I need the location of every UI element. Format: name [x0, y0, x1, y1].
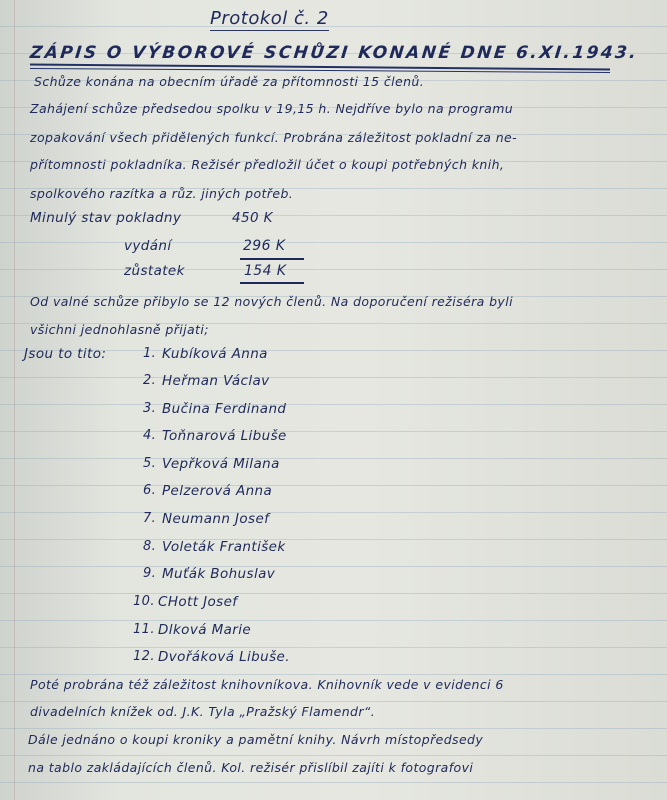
member-number: 5.	[143, 456, 157, 471]
closing-line: Poté probrána též záležitost knihovníkova. Knihovník vede v evidenci 6	[30, 677, 504, 692]
finance-label: vydání	[124, 238, 172, 254]
member-name: Bučina Ferdinand	[162, 401, 287, 417]
finance-label: zůstatek	[124, 263, 185, 279]
closing-line: Dále jednáno o koupi kroniky a pamětní knihy. Návrh místopředsedy	[28, 732, 484, 747]
new-members-line: všichni jednohlasně přijati;	[30, 322, 209, 337]
member-number: 6.	[143, 483, 157, 498]
amount-underline	[240, 282, 304, 284]
member-name: CHott Josef	[158, 594, 238, 610]
closing-line: divadelních knížek od. J.K. Tyla „Pražský Flamendr“.	[30, 704, 376, 719]
member-name: Muťák Bohuslav	[162, 566, 276, 582]
amount-underline	[240, 258, 304, 260]
new-members-line: Od valné schůze přibylo se 12 nových členů. Na doporučení režiséra byli	[30, 294, 513, 309]
margin-rule	[14, 0, 15, 800]
members-intro: Jsou to tito:	[24, 346, 107, 362]
finance-amount: 154 K	[244, 263, 287, 279]
closing-line: na tablo zakládajících členů. Kol. režisér přislíbil zajíti k fotografovi	[28, 760, 474, 775]
member-name: Kubíková Anna	[162, 346, 268, 362]
finance-label: Minulý stav pokladny	[30, 210, 182, 226]
member-name: Voleták František	[162, 539, 286, 555]
member-number: 4.	[143, 428, 157, 443]
member-name: Pelzerová Anna	[162, 483, 273, 499]
intro-line: zopakování všech přidělených funkcí. Probrána záležitost pokladní za ne-	[30, 130, 518, 145]
member-number: 8.	[143, 539, 157, 554]
intro-line: Zahájení schůze předsedou spolku v 19,15 h. Nejdříve bylo na programu	[30, 101, 514, 116]
member-name: Dvořáková Libuše.	[158, 649, 290, 665]
intro-line: přítomnosti pokladníka. Režisér předložil účet o koupi potřebných knih,	[30, 157, 505, 172]
minutes-heading: ZÁPIS O VÝBOROVÉ SCHŮZI KONANÉ DNE 6.XI.1943.	[28, 43, 640, 63]
member-name: Toňnarová Libuše	[162, 428, 287, 444]
member-name: Heřman Václav	[162, 373, 270, 389]
intro-line: Schůze konána na obecním úřadě za přítomnosti 15 členů.	[34, 74, 425, 89]
member-number: 11.	[133, 622, 155, 637]
member-number: 10.	[133, 594, 155, 609]
member-number: 9.	[143, 566, 157, 581]
member-number: 1.	[143, 346, 157, 361]
finance-amount: 296 K	[243, 238, 286, 254]
member-name: Neumann Josef	[162, 511, 270, 527]
member-number: 7.	[143, 511, 157, 526]
member-name: Vepřková Milana	[162, 456, 280, 472]
intro-line: spolkového razítka a růz. jiných potřeb.	[30, 186, 294, 201]
finance-amount: 450 K	[232, 210, 273, 226]
member-name: Dlková Marie	[158, 622, 252, 638]
member-number: 3.	[143, 401, 157, 416]
protocol-title: Protokol č. 2	[210, 8, 329, 29]
member-number: 2.	[143, 373, 157, 388]
member-number: 12.	[133, 649, 155, 664]
